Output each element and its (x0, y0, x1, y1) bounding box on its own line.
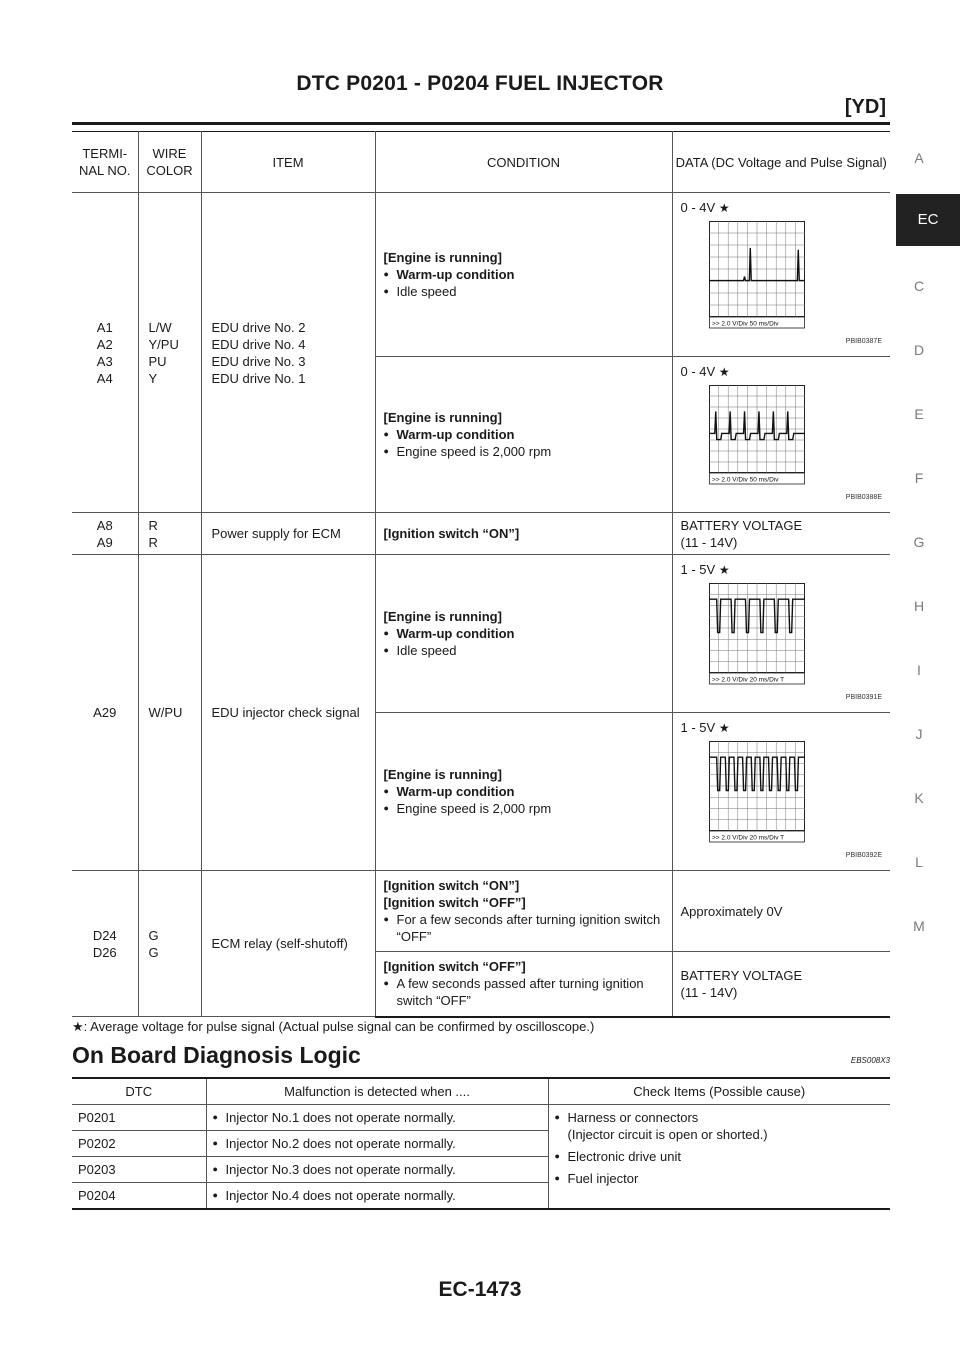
g1-r2-data (672, 357, 890, 513)
engine-code: [YD] (844, 96, 886, 118)
cond-bullet: ● Engine speed is 2,000 rpm (384, 800, 664, 817)
data-value: 1 - 5V (680, 720, 716, 735)
side-index-e[interactable]: E (914, 406, 924, 422)
g3-terminal: A29 (72, 555, 138, 871)
th-wire-color: WIRE COLOR (138, 132, 201, 193)
g2-wires: R R (138, 513, 201, 555)
oscilloscope-waveform (709, 583, 805, 685)
malfunction-text: ● Injector No.3 does not operate normally. (213, 1161, 542, 1178)
g1-r2-condition (375, 357, 672, 513)
th-condition: CONDITION (375, 132, 672, 193)
g4-wires: G G (138, 871, 201, 1017)
footnote-text: : Average voltage for pulse signal (Actual pulse signal can be confirmed by oscilloscope.) (83, 1019, 595, 1034)
cond-line: [Ignition switch “OFF”] (383, 959, 526, 975)
page-number: EC-1473 (438, 1278, 522, 1301)
cond-bullet: ● Warm-up condition (384, 426, 664, 443)
g2-terminals: A8 A9 (72, 513, 138, 555)
header-rule (72, 122, 890, 125)
cond-bullet: ● Idle speed (384, 283, 664, 300)
side-index-c[interactable]: C (913, 278, 925, 294)
g1-r1-data (672, 193, 890, 357)
side-index-k[interactable]: K (914, 790, 924, 806)
side-index-j[interactable]: J (915, 726, 923, 742)
g2-data: BATTERY VOLTAGE (11 - 14V) (672, 513, 890, 555)
scope-scale-label: >> 2.0 V/Div 20 ms/Div T (711, 834, 784, 842)
figure-code: PBIB0391E (845, 694, 882, 701)
g3-r1-condition (375, 555, 672, 713)
g1-terminals: A1 A2 A3 A4 (72, 193, 138, 513)
oscilloscope-waveform (709, 385, 805, 485)
cond-line: [Engine is running] (383, 767, 502, 782)
oscilloscope-waveform (709, 221, 805, 329)
cond-bullet: ● Idle speed (384, 642, 664, 659)
cause-item: ● Electronic drive unit (555, 1148, 885, 1165)
cause-item: ● Harness or connectors (Injector circuit is open or shorted.) (555, 1109, 885, 1143)
dtc-malfunction (206, 1131, 548, 1157)
th-item: ITEM (201, 132, 375, 193)
malfunction-text: ● Injector No.2 does not operate normally. (213, 1135, 542, 1152)
g3-r2-data (672, 713, 890, 871)
section-title: On Board Diagnosis Logic (72, 1042, 361, 1068)
g1-items: EDU drive No. 2 EDU drive No. 4 EDU drive No. 3 EDU drive No. 1 (201, 193, 375, 513)
g2-item: Power supply for ECM (201, 513, 375, 555)
g1-wires: L/W Y/PU PU Y (138, 193, 201, 513)
side-index-h[interactable]: H (913, 598, 925, 614)
figure-code: PBIB0392E (845, 852, 882, 859)
g3-wire: W/PU (138, 555, 201, 871)
g3-r2-condition (375, 713, 672, 871)
side-index-i[interactable]: I (917, 662, 921, 678)
cond-line: [Engine is running] (383, 609, 502, 624)
data-value: 0 - 4V (680, 200, 716, 215)
footnote (72, 1019, 594, 1035)
g4-r1-condition (375, 871, 672, 952)
dtc-causes (548, 1105, 890, 1210)
data-value: 0 - 4V (680, 364, 716, 379)
cond-bullet: ● For a few seconds after turning ignition switch “OFF” (384, 911, 664, 945)
figure-code: PBIB0388E (845, 494, 882, 501)
star-icon: ★ (718, 563, 730, 577)
cond-line: [Ignition switch “OFF”] (383, 895, 526, 910)
dtc-malfunction (206, 1183, 548, 1210)
scope-scale-label: >> 2.0 V/Div 50 ms/Div (711, 320, 778, 328)
th-dtc: DTC (72, 1078, 206, 1105)
dtc-code: P0202 (72, 1131, 206, 1157)
section-code: EBS008X3 (850, 1056, 890, 1065)
dtc-code: P0203 (72, 1157, 206, 1183)
th-data: DATA (DC Voltage and Pulse Signal) (672, 132, 890, 193)
terminal-table (72, 131, 890, 1018)
g1-r1-condition (375, 193, 672, 357)
page-title: DTC P0201 - P0204 FUEL INJECTOR (296, 72, 664, 95)
dtc-table (72, 1077, 890, 1210)
cond-line: [Ignition switch “ON”] (383, 878, 520, 893)
dtc-malfunction (206, 1105, 548, 1131)
g4-r2-condition (375, 952, 672, 1017)
star-icon: ★ (72, 1019, 84, 1034)
dtc-code: P0201 (72, 1105, 206, 1131)
g4-terminals: D24 D26 (72, 871, 138, 1017)
side-index-g[interactable]: G (913, 534, 925, 550)
cond-line: [Engine is running] (383, 250, 502, 265)
malfunction-text: ● Injector No.4 does not operate normally. (213, 1187, 542, 1204)
side-index-a[interactable]: A (914, 150, 924, 166)
cond-bullet: ● Warm-up condition (384, 266, 664, 283)
cause-item: ● Fuel injector (555, 1170, 885, 1187)
side-index-d[interactable]: D (913, 342, 925, 358)
g4-r1-data: Approximately 0V (672, 871, 890, 952)
star-icon: ★ (718, 721, 730, 735)
oscilloscope-waveform (709, 741, 805, 843)
th-terminal: TERMI-NAL NO. (72, 132, 138, 193)
g4-item: ECM relay (self-shutoff) (201, 871, 375, 1017)
cond-bullet: ● Warm-up condition (384, 625, 664, 642)
data-value: 1 - 5V (680, 562, 716, 577)
star-icon: ★ (718, 201, 730, 215)
dtc-code: P0204 (72, 1183, 206, 1210)
g2-condition: [Ignition switch “ON”] (375, 513, 672, 555)
figure-code: PBIB0387E (845, 338, 882, 345)
g4-r2-data: BATTERY VOLTAGE (11 - 14V) (672, 952, 890, 1017)
g3-r1-data (672, 555, 890, 713)
cond-bullet: ● Warm-up condition (384, 783, 664, 800)
scope-scale-label: >> 2.0 V/Div 50 ms/Div (711, 476, 778, 484)
side-index-m[interactable]: M (913, 918, 925, 934)
star-icon: ★ (718, 365, 730, 379)
cond-bullet: ● Engine speed is 2,000 rpm (384, 443, 664, 460)
dtc-malfunction (206, 1157, 548, 1183)
scope-scale-label: >> 2.0 V/Div 20 ms/Div T (711, 676, 784, 684)
th-check-items: Check Items (Possible cause) (548, 1078, 890, 1105)
cond-bullet: ● A few seconds passed after turning ignition switch “OFF” (384, 975, 664, 1009)
side-index-l[interactable]: L (915, 854, 923, 870)
side-index-ec[interactable]: EC (896, 194, 960, 246)
cond-line: [Engine is running] (383, 410, 502, 425)
side-index-f[interactable]: F (914, 470, 924, 486)
th-malfunction: Malfunction is detected when .... (206, 1078, 548, 1105)
malfunction-text: ● Injector No.1 does not operate normally. (213, 1109, 542, 1126)
g3-item: EDU injector check signal (201, 555, 375, 871)
